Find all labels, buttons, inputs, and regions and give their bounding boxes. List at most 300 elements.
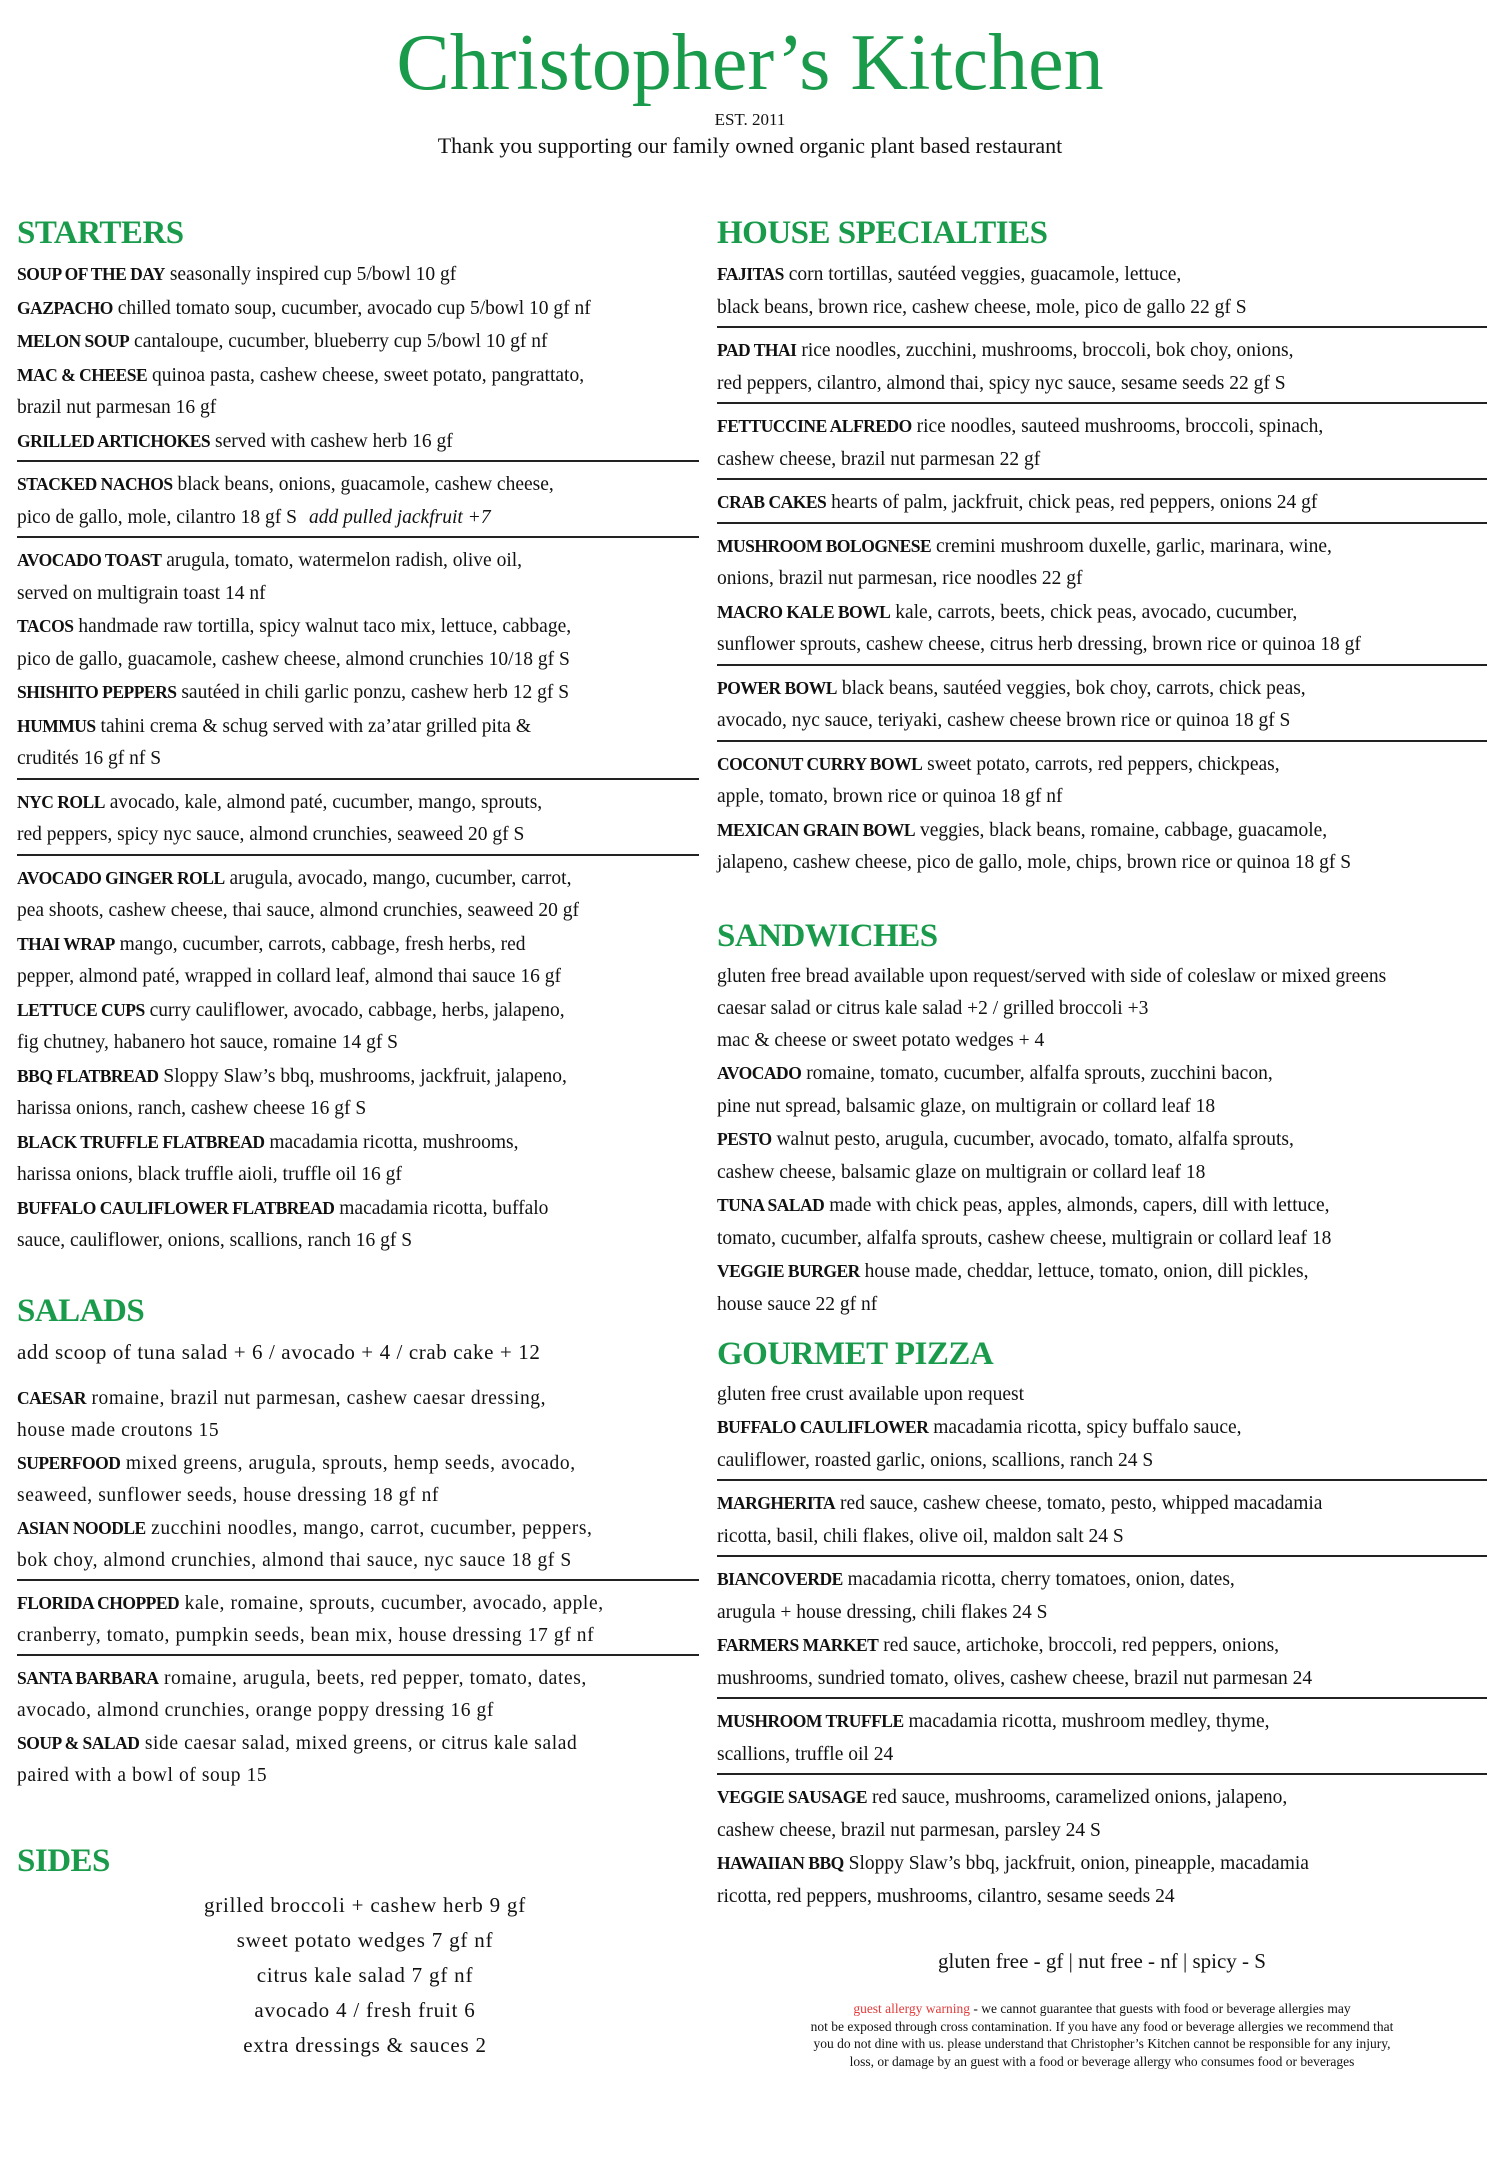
item-line xyxy=(17,1695,699,1727)
menu-item xyxy=(17,1512,699,1577)
allergy-line xyxy=(717,2053,1487,2071)
item-line xyxy=(717,1223,1487,1256)
allergy-line xyxy=(717,2000,1487,2018)
item-name: SOUP OF THE DAY xyxy=(17,264,165,284)
item-name: MUSHROOM TRUFFLE xyxy=(717,1711,904,1731)
item-line xyxy=(717,629,1487,662)
item-line xyxy=(17,1382,699,1415)
item-line xyxy=(717,1157,1487,1190)
item-line xyxy=(717,563,1487,596)
menu-item xyxy=(17,1192,699,1258)
menu-item xyxy=(17,544,699,610)
item-description: black beans, brown rice, cashew cheese, mole, pico de gallo 22 gf S xyxy=(717,296,1247,318)
item-description: romaine, brazil nut parmesan, cashew caesar dressing, xyxy=(91,1388,547,1409)
item-description: mushrooms, sundried tomato, olives, cashew cheese, brazil nut parmesan 24 xyxy=(717,1667,1313,1689)
item-description: mango, cucumber, carrots, cabbage, fresh herbs, red xyxy=(119,933,526,955)
item-description: macadamia ricotta, cherry tomatoes, onion, dates, xyxy=(847,1569,1235,1590)
menu-item xyxy=(717,748,1487,814)
item-name: MAC & CHEESE xyxy=(17,364,148,385)
section-starters xyxy=(17,208,699,1266)
item-line xyxy=(17,1126,699,1160)
item-description: macadamia ricotta, mushroom medley, thyme, xyxy=(908,1711,1270,1732)
item-description: tomato, cucumber, alfalfa sprouts, cashew cheese, multigrain or collard leaf 18 xyxy=(717,1227,1332,1249)
item-name: GAZPACHO xyxy=(17,297,113,318)
menu-item xyxy=(717,814,1487,880)
item-line xyxy=(717,1445,1487,1478)
item-description: red peppers, cilantro, almond thai, spicy nyc sauce, sesame seeds 22 gf S xyxy=(717,372,1286,394)
menu-item xyxy=(17,258,699,292)
menu-item xyxy=(717,258,1487,324)
item-description: cashew cheese, balsamic glaze on multigrain or collard leaf 18 xyxy=(717,1161,1206,1183)
item-line xyxy=(717,705,1487,738)
menu-item xyxy=(717,1563,1487,1629)
item-line xyxy=(717,814,1487,848)
item-name: MUSHROOM BOLOGNESE xyxy=(717,535,932,556)
menu-item xyxy=(717,1781,1487,1847)
item-description: walnut pesto, arugula, cucumber, avocado, tomato, alfalfa sprouts, xyxy=(776,1129,1294,1150)
item-line xyxy=(17,1480,699,1512)
menu-group xyxy=(717,1057,1487,1323)
menu-item xyxy=(717,1057,1487,1123)
item-description: pine nut spread, balsamic glaze, on multigrain or collard leaf 18 xyxy=(717,1095,1216,1117)
item-name: TUNA SALAD xyxy=(717,1195,825,1215)
item-description: veggies, black beans, romaine, cabbage, guacamole, xyxy=(919,819,1328,841)
item-line xyxy=(17,1545,699,1577)
item-line xyxy=(17,1093,699,1126)
item-description: quinoa pasta, cashew cheese, sweet potato, pangrattato, xyxy=(152,364,585,386)
menu-item xyxy=(17,994,699,1060)
item-description: harissa onions, black truffle aioli, truffle oil 16 gf xyxy=(17,1164,402,1185)
item-line xyxy=(17,392,699,425)
item-line xyxy=(17,928,699,962)
item-line xyxy=(17,1662,699,1695)
item-description: cranberry, tomato, pumpkin seeds, bean mix, house dressing 17 gf nf xyxy=(17,1625,595,1646)
item-description: red peppers, spicy nyc sauce, almond crunchies, seaweed 20 gf S xyxy=(17,824,525,845)
menu-item xyxy=(717,1411,1487,1477)
item-line xyxy=(17,710,699,744)
item-line xyxy=(17,1192,699,1226)
menu-group xyxy=(17,862,699,1260)
item-description: sauce, cauliflower, onions, scallions, ranch 16 gf S xyxy=(17,1230,413,1251)
menu-item xyxy=(17,325,699,359)
item-description: cauliflower, roasted garlic, onions, scallions, ranch 24 S xyxy=(717,1449,1154,1471)
item-line xyxy=(717,334,1487,368)
item-description: sunflower sprouts, cashew cheese, citrus herb dressing, brown rice or quinoa 18 gf xyxy=(717,634,1361,655)
item-line xyxy=(717,1563,1487,1597)
item-name: POWER BOWL xyxy=(717,677,837,698)
item-description: mixed greens, arugula, sprouts, hemp seeds, avocado, xyxy=(125,1453,576,1474)
item-description: arugula, tomato, watermelon radish, olive oil, xyxy=(166,550,523,571)
item-name: TACOS xyxy=(17,616,74,636)
item-line xyxy=(717,258,1487,292)
item-line xyxy=(717,847,1487,880)
item-description: Sloppy Slaw’s bbq, mushrooms, jackfruit, jalapeno, xyxy=(163,1065,567,1087)
section-title: SALADS xyxy=(17,1293,145,1329)
menu-item xyxy=(17,1126,699,1192)
item-line xyxy=(717,1597,1487,1630)
menu-item xyxy=(17,862,699,928)
menu-group xyxy=(717,1563,1487,1699)
item-line xyxy=(17,258,699,292)
item-line xyxy=(717,672,1487,706)
item-name: FARMERS MARKET xyxy=(717,1635,879,1655)
item-description: pepper, almond paté, wrapped in collard leaf, almond thai sauce 16 gf xyxy=(17,966,561,987)
item-description: harissa onions, ranch, cashew cheese 16 gf S xyxy=(17,1098,367,1119)
menu-group xyxy=(717,334,1487,404)
item-name: ASIAN NOODLE xyxy=(17,1518,146,1538)
menu-group xyxy=(717,748,1487,882)
item-name: SHISHITO PEPPERS xyxy=(17,682,177,702)
intro-line: add scoop of tuna salad + 6 / avocado + 4 / crab cake + 12 xyxy=(17,1340,541,1364)
item-description: pico de gallo, guacamole, cashew cheese, almond crunchies 10/18 gf S xyxy=(17,648,570,670)
item-description: crudités 16 gf nf S xyxy=(17,748,162,769)
item-description: romaine, tomato, cucumber, alfalfa sprouts, zucchini bacon, xyxy=(806,1063,1273,1084)
menu-group xyxy=(717,1411,1487,1481)
item-description: apple, tomato, brown rice or quinoa 18 gf nf xyxy=(717,786,1063,807)
item-description: seasonally inspired cup 5/bowl 10 gf xyxy=(169,264,457,285)
item-line xyxy=(717,1189,1487,1223)
item-description: house sauce 22 gf nf xyxy=(717,1293,878,1315)
section-gourmet-pizza xyxy=(717,1329,1487,1921)
item-name: MEXICAN GRAIN BOWL xyxy=(717,819,916,840)
menu-item xyxy=(17,1662,699,1727)
item-line xyxy=(17,578,699,611)
item-description: romaine, arugula, beets, red pepper, tomato, dates, xyxy=(163,1668,587,1689)
menu-item xyxy=(717,672,1487,738)
menu-item xyxy=(17,1727,699,1792)
item-name: NYC ROLL xyxy=(17,791,105,812)
restaurant-title: Christopher’s Kitchen xyxy=(396,19,1104,107)
item-line xyxy=(17,1415,699,1447)
item-line xyxy=(17,994,699,1028)
item-line xyxy=(17,425,699,459)
menu-item xyxy=(17,1587,699,1652)
item-name: AVOCADO TOAST xyxy=(17,550,162,570)
menu-group xyxy=(717,1487,1487,1557)
allergy-text: - we cannot guarantee that guests with food or beverage allergies may xyxy=(970,2001,1351,2016)
side-item: sweet potato wedges 7 gf nf xyxy=(236,1928,494,1952)
menu-group xyxy=(717,1705,1487,1775)
item-description: scallions, truffle oil 24 xyxy=(717,1743,894,1765)
section-title: STARTERS xyxy=(17,215,184,251)
allergy-line xyxy=(717,2018,1487,2036)
item-name: CRAB CAKES xyxy=(717,492,827,512)
item-description: avocado, kale, almond paté, cucumber, mango, sprouts, xyxy=(109,791,543,813)
item-description: ricotta, red peppers, mushrooms, cilantro, sesame seeds 24 xyxy=(717,1885,1175,1907)
item-description: sweet potato, carrots, red peppers, chickpeas, xyxy=(927,753,1280,775)
item-description: bok choy, almond crunchies, almond thai sauce, nyc sauce 18 gf S xyxy=(17,1550,572,1571)
item-description: avocado, nyc sauce, teriyaki, cashew cheese brown rice or quinoa 18 gf S xyxy=(717,710,1291,731)
item-line xyxy=(17,325,699,359)
section-title: HOUSE SPECIALTIES xyxy=(717,215,1048,251)
section-title: GOURMET PIZZA xyxy=(717,1336,994,1372)
tagline: Thank you supporting our family owned organic plant based restaurant xyxy=(437,133,1063,158)
item-description: avocado, almond crunchies, orange poppy dressing 16 gf xyxy=(17,1700,494,1721)
menu-item xyxy=(717,410,1487,476)
item-line xyxy=(17,862,699,896)
menu-item xyxy=(17,425,699,459)
item-name: SUPERFOOD xyxy=(17,1453,121,1473)
item-line xyxy=(717,1057,1487,1091)
item-line xyxy=(17,610,699,644)
item-line xyxy=(717,1815,1487,1848)
menu-group xyxy=(17,1382,699,1581)
section-intro xyxy=(717,961,1487,1057)
menu-item xyxy=(17,676,699,710)
menu-item xyxy=(17,928,699,994)
item-name: HUMMUS xyxy=(17,715,96,736)
item-name: PAD THAI xyxy=(717,340,797,360)
menu-group xyxy=(17,1587,699,1656)
menu-item xyxy=(717,596,1487,662)
item-description: arugula + house dressing, chili flakes 24 S xyxy=(717,1601,1048,1623)
item-name: AVOCADO GINGER ROLL xyxy=(17,867,225,888)
section-salads xyxy=(17,1286,699,1800)
item-line xyxy=(17,1027,699,1060)
item-line xyxy=(17,743,699,776)
item-description: cashew cheese, brazil nut parmesan 22 gf xyxy=(717,448,1041,470)
item-description: zucchini noodles, mango, carrot, cucumber, peppers, xyxy=(151,1518,593,1539)
item-name: BLACK TRUFFLE FLATBREAD xyxy=(17,1131,265,1152)
item-line xyxy=(17,1060,699,1094)
item-name: GRILLED ARTICHOKES xyxy=(17,430,211,451)
item-line xyxy=(717,486,1487,520)
item-line xyxy=(17,676,699,710)
item-description: red sauce, cashew cheese, tomato, pesto, whipped macadamia xyxy=(840,1493,1323,1514)
menu-item xyxy=(17,468,699,534)
dietary-legend: gluten free - gf | nut free - nf | spicy - S xyxy=(938,1949,1266,1973)
item-name: COCONUT CURRY BOWL xyxy=(717,753,923,774)
side-item: citrus kale salad 7 gf nf xyxy=(256,1963,474,1987)
intro-line: caesar salad or citrus kale salad +2 / grilled broccoli +3 xyxy=(717,998,1149,1019)
item-line xyxy=(17,544,699,578)
item-line xyxy=(717,1705,1487,1739)
item-addon-note: add pulled jackfruit +7 xyxy=(308,506,491,528)
allergy-warning xyxy=(717,2000,1487,2070)
item-name: LETTUCE CUPS xyxy=(17,999,145,1020)
item-name: FAJITAS xyxy=(717,264,784,284)
item-name: BIANCOVERDE xyxy=(717,1569,843,1589)
item-name: MACRO KALE BOWL xyxy=(717,601,891,622)
item-description: pea shoots, cashew cheese, thai sauce, almond crunchies, seaweed 20 gf xyxy=(17,900,580,921)
menu-group xyxy=(717,258,1487,328)
item-line xyxy=(717,444,1487,477)
menu-item xyxy=(717,1847,1487,1913)
item-name: PESTO xyxy=(717,1129,772,1149)
item-line xyxy=(717,1411,1487,1445)
section-sides xyxy=(17,1836,699,1886)
menu-item xyxy=(17,610,699,676)
item-line xyxy=(717,1521,1487,1554)
item-name: SOUP & SALAD xyxy=(17,1733,140,1753)
allergy-warning-label: guest allergy warning xyxy=(853,2001,971,2016)
item-line xyxy=(17,468,699,502)
item-description: side caesar salad, mixed greens, or citrus kale salad xyxy=(144,1733,578,1754)
item-name: BUFFALO CAULIFLOWER FLATBREAD xyxy=(17,1197,335,1218)
allergy-line xyxy=(717,2035,1487,2053)
item-description: macadamia ricotta, mushrooms, xyxy=(269,1131,519,1153)
item-description: arugula, avocado, mango, cucumber, carrot, xyxy=(229,867,572,889)
item-description: kale, romaine, sprouts, cucumber, avocado, apple, xyxy=(184,1593,604,1614)
item-line xyxy=(717,1781,1487,1815)
allergy-text: not be exposed through cross contamination. If you have any food or beverage allergies we recommend that xyxy=(810,2018,1394,2034)
menu-group xyxy=(17,258,699,462)
item-line xyxy=(17,502,699,535)
section-title-sides: SIDES xyxy=(17,1843,110,1879)
established-year: EST. 2011 xyxy=(714,110,786,129)
item-description: corn tortillas, sautéed veggies, guacamole, lettuce, xyxy=(788,264,1182,285)
item-description: fig chutney, habanero hot sauce, romaine 14 gf S xyxy=(17,1032,399,1053)
item-description: brazil nut parmesan 16 gf xyxy=(17,397,217,418)
item-line xyxy=(717,748,1487,782)
menu-item xyxy=(17,359,699,425)
menu-group xyxy=(717,410,1487,480)
item-description: black beans, sautéed veggies, bok choy, carrots, chick peas, xyxy=(841,677,1306,699)
section-title: SANDWICHES xyxy=(717,918,938,954)
item-name: CAESAR xyxy=(17,1388,86,1408)
menu-group xyxy=(717,1781,1487,1915)
sides-list xyxy=(0,1888,730,2063)
menu-group xyxy=(717,530,1487,666)
menu-group xyxy=(17,786,699,856)
item-line xyxy=(717,1487,1487,1521)
item-line xyxy=(17,1225,699,1258)
item-description: macadamia ricotta, spicy buffalo sauce, xyxy=(933,1417,1242,1438)
item-description: paired with a bowl of soup 15 xyxy=(17,1765,268,1786)
menu-item xyxy=(17,1447,699,1512)
item-description: tahini crema & schug served with za’atar grilled pita & xyxy=(100,715,531,737)
section-intro xyxy=(717,1379,1487,1411)
menu-item xyxy=(717,1705,1487,1771)
menu-group xyxy=(717,486,1487,524)
item-name: FLORIDA CHOPPED xyxy=(17,1593,180,1613)
item-line xyxy=(717,1663,1487,1696)
side-item: extra dressings & sauces 2 xyxy=(243,2033,487,2057)
item-name: BBQ FLATBREAD xyxy=(17,1065,159,1086)
item-name: AVOCADO xyxy=(717,1063,802,1083)
menu-item xyxy=(717,530,1487,596)
item-line xyxy=(717,410,1487,444)
item-description: cremini mushroom duxelle, garlic, marinara, wine, xyxy=(936,535,1332,557)
item-description: sautéed in chili garlic ponzu, cashew herb 12 gf S xyxy=(181,682,570,703)
item-line xyxy=(717,1739,1487,1772)
section-intro xyxy=(17,1336,699,1368)
item-name: MELON SOUP xyxy=(17,331,130,351)
menu-item xyxy=(717,1629,1487,1695)
item-line xyxy=(17,1159,699,1192)
item-description: jalapeno, cashew cheese, pico de gallo, mole, chips, brown rice or quinoa 18 gf S xyxy=(717,852,1352,873)
item-line xyxy=(717,368,1487,401)
item-description: seaweed, sunflower seeds, house dressing 18 gf nf xyxy=(17,1485,440,1506)
menu-group xyxy=(17,544,699,780)
item-description: rice noodles, sauteed mushrooms, broccoli, spinach, xyxy=(916,416,1324,437)
menu-item xyxy=(17,1060,699,1126)
menu-group xyxy=(17,468,699,538)
item-line xyxy=(717,292,1487,325)
item-line xyxy=(17,1587,699,1620)
item-description: house made, cheddar, lettuce, tomato, onion, dill pickles, xyxy=(864,1261,1309,1282)
item-name: STACKED NACHOS xyxy=(17,474,173,494)
item-description: red sauce, artichoke, broccoli, red peppers, onions, xyxy=(883,1635,1280,1656)
item-line xyxy=(17,1760,699,1792)
item-description: ricotta, basil, chili flakes, olive oil, maldon salt 24 S xyxy=(717,1525,1124,1547)
intro-line: gluten free crust available upon request xyxy=(717,1384,1025,1405)
item-line xyxy=(17,1727,699,1760)
item-line xyxy=(717,1255,1487,1289)
item-description: handmade raw tortilla, spicy walnut taco mix, lettuce, cabbage, xyxy=(78,616,572,637)
item-line xyxy=(17,961,699,994)
item-name: MARGHERITA xyxy=(717,1493,836,1513)
section-sandwiches xyxy=(717,911,1487,1329)
item-description: Sloppy Slaw’s bbq, jackfruit, onion, pineapple, macadamia xyxy=(848,1853,1309,1874)
menu-item xyxy=(717,334,1487,400)
item-line xyxy=(17,1620,699,1652)
item-description: red sauce, mushrooms, caramelized onions, jalapeno, xyxy=(871,1787,1288,1808)
side-item: grilled broccoli + cashew herb 9 gf xyxy=(203,1893,527,1917)
menu-item xyxy=(17,786,699,852)
item-line xyxy=(717,596,1487,630)
item-description: rice noodles, zucchini, mushrooms, broccoli, bok choy, onions, xyxy=(801,340,1294,361)
item-line xyxy=(717,530,1487,564)
item-line xyxy=(17,644,699,677)
item-description: kale, carrots, beets, chick peas, avocado, cucumber, xyxy=(895,601,1298,623)
section-house-specialties xyxy=(717,208,1487,888)
item-line xyxy=(17,819,699,852)
item-line xyxy=(717,1881,1487,1914)
menu-item xyxy=(17,292,699,326)
item-description: served with cashew herb 16 gf xyxy=(215,430,453,452)
menu-item xyxy=(717,1487,1487,1553)
item-description: macadamia ricotta, buffalo xyxy=(339,1197,549,1219)
item-description: served on multigrain toast 14 nf xyxy=(17,582,266,604)
item-name: VEGGIE SAUSAGE xyxy=(717,1787,868,1807)
menu-item xyxy=(717,486,1487,520)
menu-group xyxy=(717,672,1487,742)
item-line xyxy=(717,781,1487,814)
item-line xyxy=(17,1512,699,1545)
item-line xyxy=(717,1091,1487,1124)
item-description: made with chick peas, apples, almonds, capers, dill with lettuce, xyxy=(829,1195,1330,1216)
intro-line: gluten free bread available upon request/served with side of coleslaw or mixed greens xyxy=(717,966,1387,987)
item-line xyxy=(17,359,699,393)
item-name: FETTUCCINE ALFREDO xyxy=(717,416,912,436)
item-name: BUFFALO CAULIFLOWER xyxy=(717,1417,929,1437)
item-description: onions, brazil nut parmesan, rice noodles 22 gf xyxy=(717,568,1083,589)
menu-item xyxy=(717,1189,1487,1255)
item-description: curry cauliflower, avocado, cabbage, herbs, jalapeno, xyxy=(149,999,565,1021)
side-item: avocado 4 / fresh fruit 6 xyxy=(254,1998,476,2022)
menu-item xyxy=(717,1123,1487,1189)
item-line xyxy=(17,292,699,326)
menu-item xyxy=(717,1255,1487,1321)
allergy-text: you do not dine with us. please understand that Christopher’s Kitchen cannot be responsible for any injury, xyxy=(813,2036,1391,2051)
item-description: cashew cheese, brazil nut parmesan, parsley 24 S xyxy=(717,1819,1101,1841)
item-line xyxy=(717,1289,1487,1322)
menu-item xyxy=(17,1382,699,1447)
item-name: VEGGIE BURGER xyxy=(717,1261,860,1281)
item-description: cantaloupe, cucumber, blueberry cup 5/bowl 10 gf nf xyxy=(134,331,548,352)
item-line xyxy=(17,786,699,820)
item-description: black beans, onions, guacamole, cashew cheese, xyxy=(177,474,554,495)
item-line xyxy=(717,1629,1487,1663)
item-description: pico de gallo, mole, cilantro 18 gf S xyxy=(17,506,297,528)
allergy-text: loss, or damage by an guest with a food or beverage allergy who consumes food or beverages xyxy=(849,2053,1355,2069)
item-description: house made croutons 15 xyxy=(17,1420,220,1441)
item-line xyxy=(717,1847,1487,1881)
item-line xyxy=(17,895,699,928)
item-description: chilled tomato soup, cucumber, avocado cup 5/bowl 10 gf nf xyxy=(117,297,591,319)
item-line xyxy=(717,1123,1487,1157)
